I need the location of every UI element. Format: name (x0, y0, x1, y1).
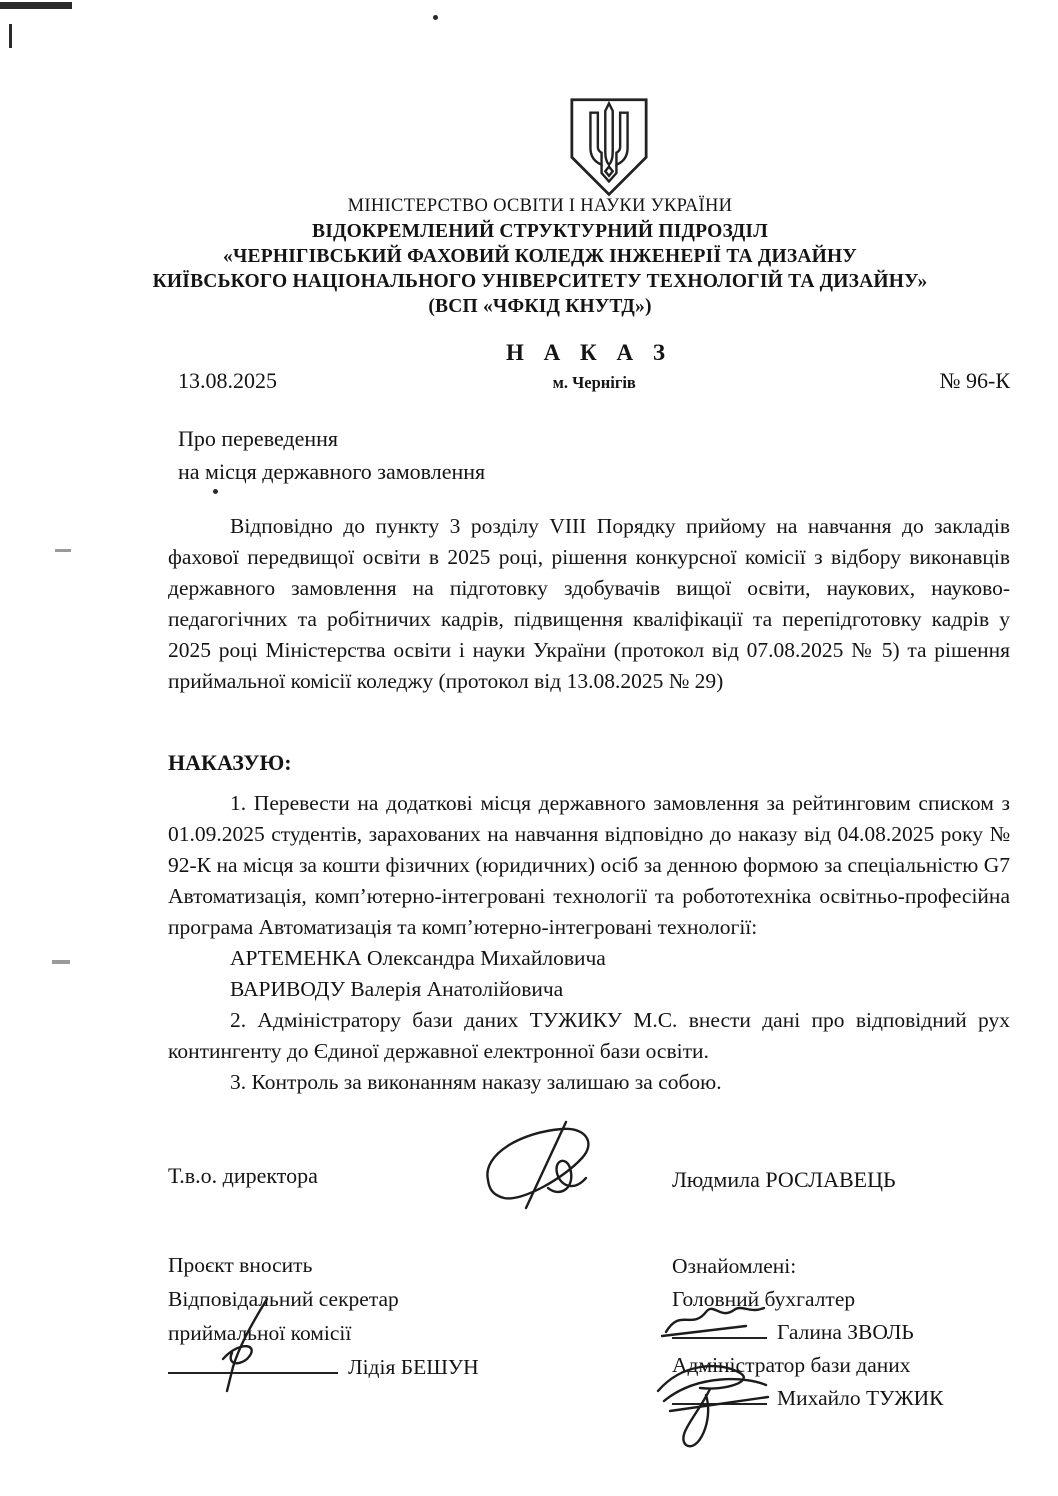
director-title: Т.в.о. директора (168, 1163, 318, 1188)
order-city: м. Чернігів (552, 373, 636, 392)
order-subject (178, 422, 485, 488)
org-line-1: ВІДОКРЕМЛЕНИЙ СТРУКТУРНИЙ ПІДРОЗДІЛ (312, 221, 768, 242)
secretary-role-line-1: Відповідальний секретар (168, 1287, 399, 1311)
document-header (100, 194, 980, 319)
db-admin-role: Адміністратор бази даних (672, 1353, 911, 1377)
org-line-4: (ВСП «ЧФКІД КНУТД») (428, 296, 652, 317)
db-admin-name: Михайло ТУЖИК (777, 1386, 944, 1410)
subject-line-1: Про переведення (178, 426, 339, 451)
project-intro: Проєкт вносить (168, 1253, 313, 1277)
scan-artifact (55, 549, 71, 552)
org-line-2: «ЧЕРНІГІВСЬКИЙ ФАХОВИЙ КОЛЕДЖ ІНЖЕНЕРІЇ ТА ДИЗАЙНУ (223, 246, 857, 267)
student-name-1: АРТЕМЕНКА Олександра Михайловича (230, 946, 606, 970)
order-meta-row (178, 368, 1010, 394)
acknowledged-heading: Ознайомлені: (672, 1254, 797, 1278)
order-title: Н А К А З (506, 340, 672, 365)
signature-line (672, 1383, 767, 1405)
secretary-name: Лідія БЕШУН (348, 1355, 479, 1379)
scan-artifact (433, 15, 438, 20)
order-preamble: Відповідно до пункту 3 розділу VIII Порядку прийому на навчання до закладів фахової передвищої освіти в 2025 році, рішення конкурсної комісії з відбору виконавців державного замовлення на підготовку здобувачів вищої освіти, наукових, науково-педагогічних та робітничих кадрів, підвищення кваліфікації та перепідготовку кадрів у 2025 році Міністерства освіти і науки України (протокол від 07.08.2025 № 5) та рішення приймальної комісії коледжу (протокол від 13.08.2025 № 29) (168, 514, 1010, 693)
secretary-sign-line (168, 1350, 588, 1384)
director-name: Людмила РОСЛАВЕЦЬ (672, 1167, 896, 1192)
resolution-body (168, 788, 1010, 1098)
director-sign-row (168, 1155, 1010, 1235)
scan-artifact (213, 489, 218, 494)
subject-line-2: на місця державного замовлення (178, 459, 486, 484)
resolution-item-2: 2. Адміністратору бази даних ТУЖИКУ М.С. внести дані про відповідний рух контингенту до Єдиної державної електронної бази освіти. (168, 1008, 1010, 1063)
resolution-item-1: 1. Перевести на додаткові місця державного замовлення за рейтинговим списком з 01.09.2025 студентів, зарахованих на навчання відповідно до наказу від 04.08.2025 року № 92-К на місця за кошти фізичних (юридичних) осіб за денною формою за спеціальністю G7 Автоматизація, комп’ютерно-інтегровані технології та робототехніка освітньо-професійна програма Автоматизація та комп’ютерно-інтегровані технології: (168, 791, 1010, 939)
footer-project-block (168, 1248, 588, 1384)
scan-artifact (9, 24, 12, 48)
secretary-role-line-2: приймальної комісії (168, 1321, 352, 1345)
accountant-sign-line (672, 1316, 1032, 1349)
resolution-heading: НАКАЗУЮ: (168, 750, 292, 775)
signature-line (672, 1317, 767, 1339)
scan-artifact (0, 2, 72, 9)
accountant-role: Головний бухгалтер (672, 1287, 856, 1311)
footer-acknowledged-block (672, 1250, 1032, 1415)
order-date: 13.08.2025 (178, 368, 277, 393)
signature-line (168, 1352, 338, 1374)
db-admin-sign-line (672, 1382, 1032, 1415)
ukraine-trident-icon (562, 96, 656, 205)
ministry-line: МІНІСТЕРСТВО ОСВІТИ І НАУКИ УКРАЇНИ (347, 196, 733, 216)
org-line-3: КИЇВСЬКОГО НАЦІОНАЛЬНОГО УНІВЕРСИТЕТУ ТЕХНОЛОГІЙ ТА ДИЗАЙНУ» (152, 271, 928, 292)
scan-artifact (52, 960, 70, 964)
order-number: № 96-К (939, 368, 1010, 393)
accountant-name: Галина ЗВОЛЬ (777, 1320, 914, 1344)
resolution-item-3: 3. Контроль за виконанням наказу залишаю за собою. (230, 1070, 722, 1094)
student-name-2: ВАРИВОДУ Валерія Анатолійовича (230, 977, 564, 1001)
